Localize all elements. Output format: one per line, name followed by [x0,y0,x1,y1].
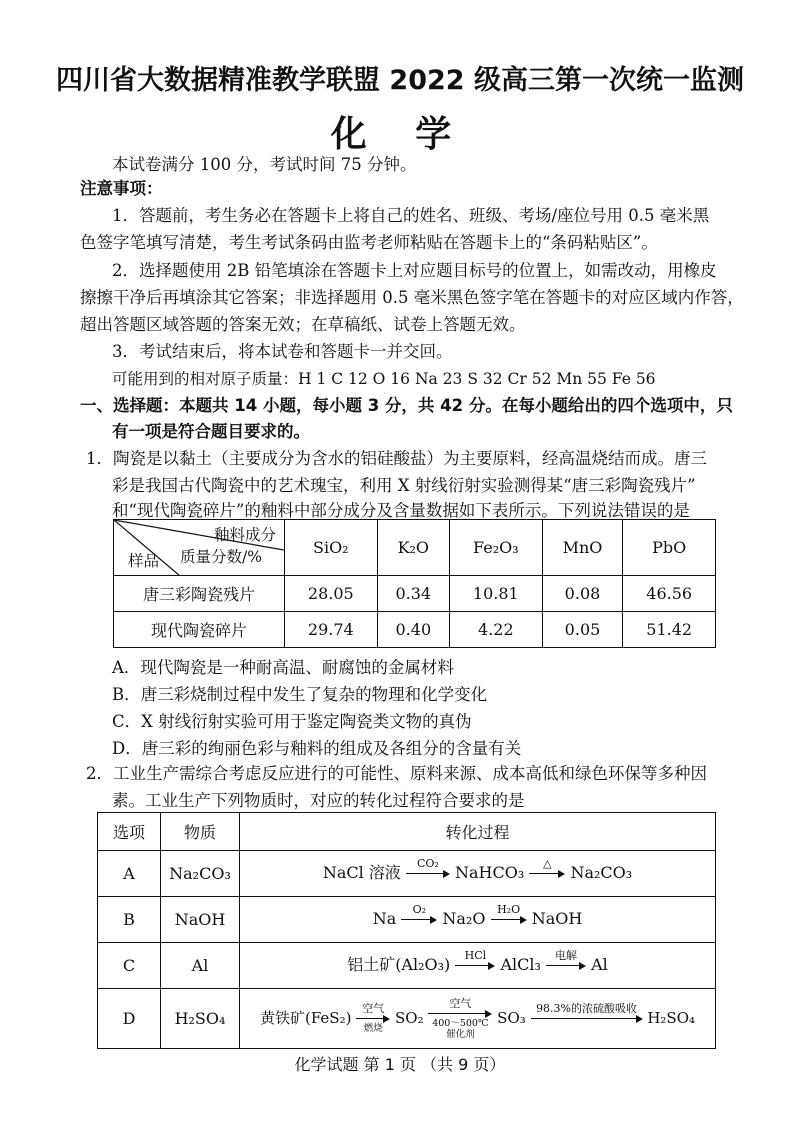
reaction-arrow [529,858,565,889]
intermediate: SO₂ [395,1008,424,1027]
reaction-arrow [491,904,527,935]
table-cell: 0.40 [377,612,449,648]
reaction-arrow [531,1003,643,1034]
intermediate: SO₃ [497,1008,526,1027]
table-row [98,897,716,943]
condition: CO₂ [416,857,439,870]
column-header: 物质 [161,813,240,851]
substance: H₂SO₄ [161,989,240,1049]
notice-1a: 1．答题前，考生务必在答题卡上将自己的姓名、班级、考场/座位号用 0.5 毫米黑 [112,206,710,225]
table-row [114,612,716,648]
condition: O₂ [412,903,427,916]
column-header: 转化过程 [240,813,716,851]
condition: 电解 [555,949,578,962]
notice-3: 3．考试结束后，将本试卷和答题卡一并交回。 [112,342,453,361]
table-cell: 29.74 [285,612,378,648]
corner-label-fraction: 质量分数/% [180,548,262,566]
reaction-arrow [428,998,492,1040]
notice-title: 注意事项： [80,179,163,198]
table-corner-cell [114,520,285,576]
option-letter: B [98,897,161,943]
table-cell: 51.42 [623,612,716,648]
q1-option-c: C．X 射线衍射实验可用于鉴定陶瓷类文物的真伪 [112,712,472,731]
condition: HCl [464,949,487,962]
reaction-arrow [401,904,437,935]
atomic-masses: 可能用到的相对原子质量：H 1 C 12 O 16 Na 23 S 32 Cr 52 Mn 55 Fe 56 [112,370,656,388]
intermediate: AlCl₃ [500,955,541,974]
condition: △ [543,857,552,870]
score-time-note: 本试卷满分 100 分，考试时间 75 分钟。 [112,155,417,174]
reactant: 黄铁矿(FeS₂) [259,1008,352,1027]
condition-below: 燃烧 [363,1023,383,1034]
table-cell: 0.34 [377,576,449,612]
corner-label-sample: 样品 [128,552,160,570]
q1-glaze-table [113,519,716,648]
reactant: NaCl 溶液 [322,863,401,882]
q2-stem-a: 2．工业生产需综合考虑反应进行的可能性、原料来源、成本高低和绿色环保等多种因 [86,764,707,783]
product: Al [591,955,608,974]
table-cell: 0.05 [542,612,623,648]
reaction-arrow [356,1003,390,1034]
product: Na₂CO₃ [570,863,633,882]
q1-stem-b: 彩是我国古代陶瓷中的艺术瑰宝，利用 X 射线衍射实验测得某“唐三彩陶瓷残片” [112,476,696,495]
column-header: K₂O [377,520,449,576]
reaction-arrow [546,950,586,981]
table-row [98,851,716,897]
option-letter: A [98,851,161,897]
notice-2b: 擦擦干净后再填涂其它答案；非选择题用 0.5 毫米黑色签字笔在答题卡的对应区域内作答， [80,288,744,307]
table-row [114,576,716,612]
column-header: 选项 [98,813,161,851]
reactant: 铝土矿(Al₂O₃) [347,955,451,974]
section-heading-a: 一、选择题：本题共 14 小题，每小题 3 分，共 42 分。在每小题给出的四个选项中，只 [80,396,733,415]
substance: NaOH [161,897,240,943]
table-cell: 46.56 [623,576,716,612]
q1-option-a: A．现代陶瓷是一种耐高温、耐腐蚀的金属材料 [112,658,454,677]
section-heading-b: 有一项是符合题目要求的。 [112,422,310,441]
condition: 98.3%的浓硫酸吸收 [536,1002,638,1015]
option-letter: C [98,943,161,989]
column-header: PbO [623,520,716,576]
reaction-arrow [455,950,495,981]
table-row [98,943,716,989]
conversion-process [240,989,716,1049]
sample-name: 唐三彩陶瓷残片 [114,576,285,612]
substance: Na₂CO₃ [161,851,240,897]
reactant: Na [372,909,397,928]
table-row [98,989,716,1049]
notice-2c: 超出答题区域答题的答案无效；在草稿纸、试卷上答题无效。 [80,315,526,334]
product: NaOH [531,909,583,928]
q1-option-d: D．唐三彩的绚丽色彩与釉料的组成及各组分的含量有关 [112,739,522,758]
q2-stem-b: 素。工业生产下列物质时，对应的转化过程符合要求的是 [112,791,525,810]
sample-name: 现代陶瓷碎片 [114,612,285,648]
q1-stem-a: 1．陶瓷是以黏土（主要成分为含水的铝硅酸盐）为主要原料，经高温烧结而成。唐三 [86,449,707,468]
intermediate: Na₂O [442,909,486,928]
substance: Al [161,943,240,989]
condition: 空气 [362,1002,385,1015]
intermediate: NaHCO₃ [455,863,525,882]
corner-label-component: 釉料成分 [213,526,276,544]
condition-catalyst: 催化剂 [446,1028,475,1040]
q1-option-b: B．唐三彩烧制过程中发生了复杂的物理和化学变化 [112,685,488,704]
page-footer: 化学试题 第 1 页 （共 9 页） [294,1055,506,1074]
conversion-process [240,851,716,897]
condition: H₂O [497,903,521,916]
subject-title: 化 学 [330,114,470,155]
column-header: MnO [542,520,623,576]
product: H₂SO₄ [647,1008,696,1027]
reaction-arrow [406,858,450,889]
table-cell: 10.81 [450,576,543,612]
table-cell: 28.05 [285,576,378,612]
notice-1b: 色签字笔填写清楚，考生考试条码由监考老师粘贴在答题卡上的“条码粘贴区”。 [80,233,658,252]
exam-title: 四川省大数据精准教学联盟 2022 级高三第一次统一监测 [56,65,744,96]
option-letter: D [98,989,161,1049]
conversion-process [240,943,716,989]
condition: 空气 [449,996,472,1010]
table-cell: 0.08 [542,576,623,612]
q2-process-table [97,812,716,1049]
conversion-process [240,897,716,943]
notice-2a: 2．选择题使用 2B 铅笔填涂在答题卡上对应题目标号的位置上，如需改动，用橡皮 [112,261,717,280]
q1-stem-c: 和“现代陶瓷碎片”的釉料中部分成分及含量数据如下表所示。下列说法错误的是 [112,501,690,520]
condition-below: 400～500℃ [432,1017,489,1029]
column-header: SiO₂ [285,520,378,576]
table-cell: 4.22 [450,612,543,648]
column-header: Fe₂O₃ [450,520,543,576]
